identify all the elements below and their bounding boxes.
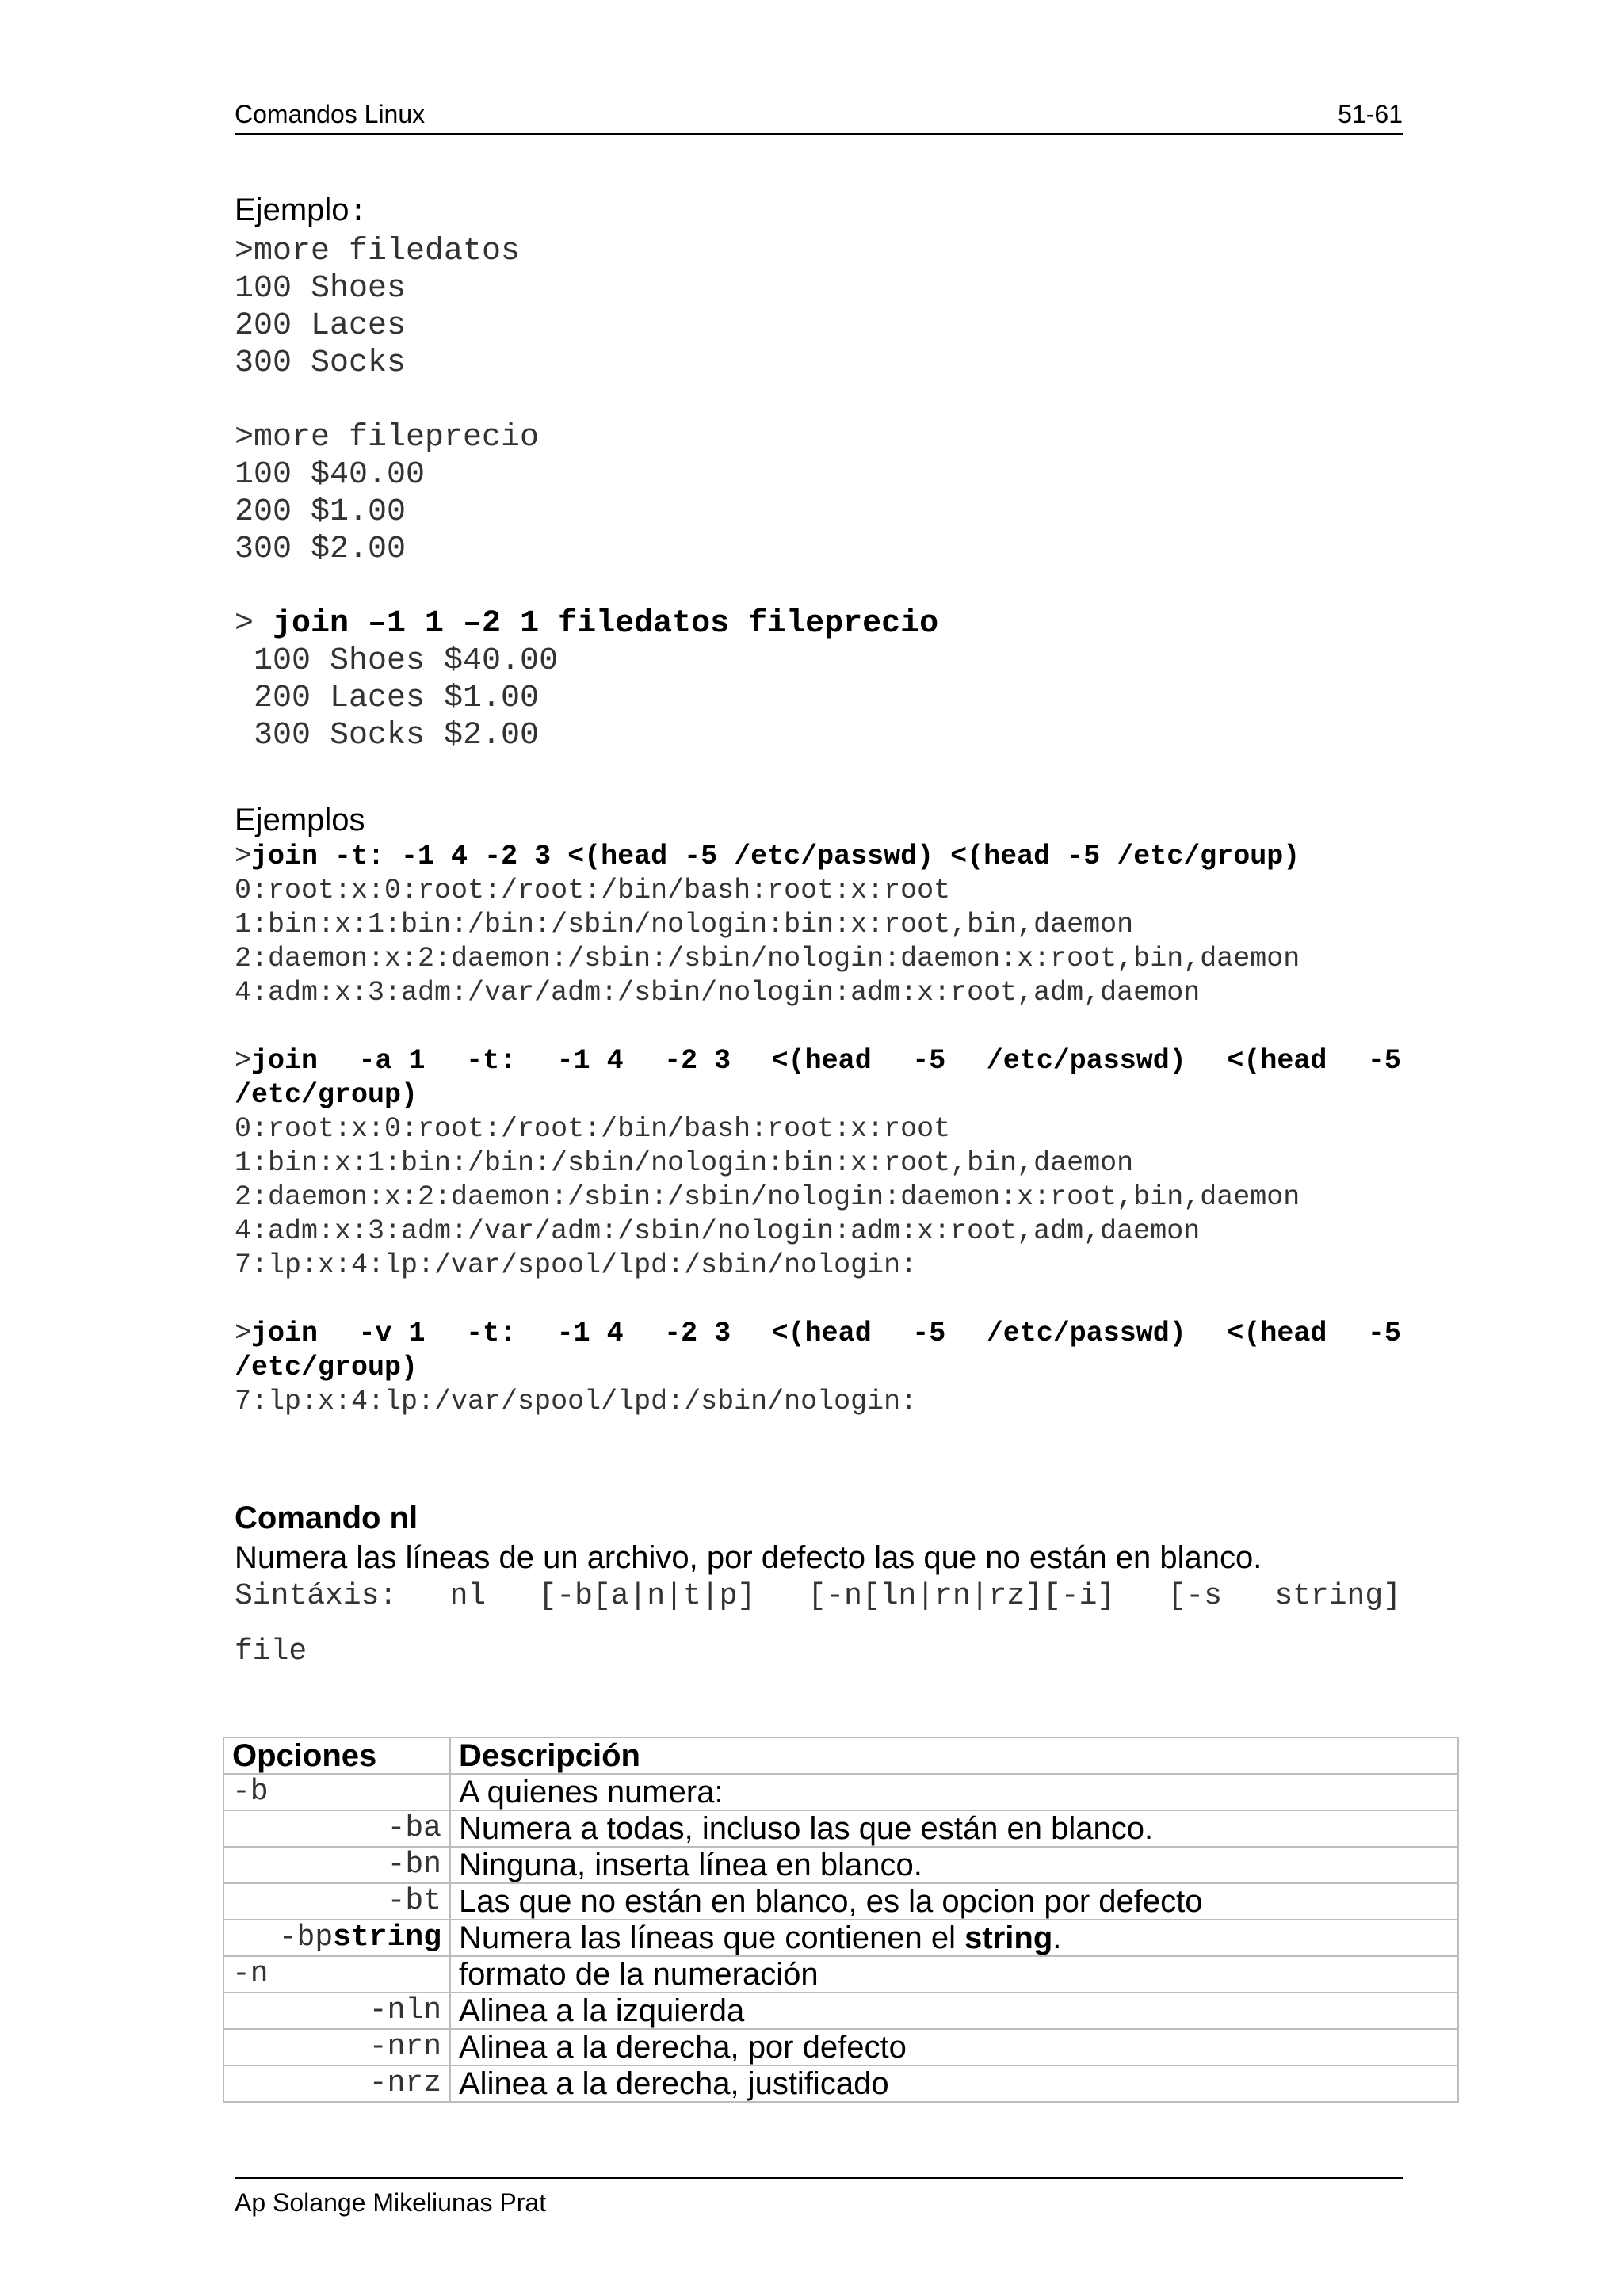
description-cell: formato de la numeración: [450, 1956, 1458, 1993]
table-row: [223, 1993, 1458, 2029]
syntax-file: file: [235, 1634, 307, 1669]
command-token: -t:: [466, 1045, 517, 1077]
table-row: [223, 1810, 1458, 1847]
table-row: [223, 1847, 1458, 1883]
join-command-line: [235, 605, 1407, 643]
syntax-token: [-b[a|n|t|p]: [538, 1579, 756, 1613]
join-command-line: >join -t: -1 4 -2 3 <(head -5 /etc/passwd) <(head -5 /etc/group): [235, 841, 1300, 872]
command-token: <(head: [1227, 1318, 1327, 1349]
option-cell: -bn: [223, 1847, 450, 1883]
command-token: -5: [912, 1045, 946, 1077]
command-token: -1 4: [556, 1045, 624, 1077]
join-command: join –1 1 –2 1 filedatos fileprecio: [273, 606, 939, 642]
command-token: /etc/passwd): [986, 1045, 1186, 1077]
page-footer: [235, 2177, 1403, 2217]
page-number: 51-61: [1338, 100, 1403, 128]
examples-label: Ejemplos: [235, 803, 365, 837]
code-line: 100 Shoes: [235, 271, 407, 307]
syntax-token: nl: [449, 1579, 487, 1613]
command-continuation: /etc/group): [235, 1352, 418, 1383]
section-title-nl: Comando nl: [235, 1501, 418, 1535]
code-line: 4:adm:x:3:adm:/var/adm:/sbin/nologin:adm:x:root,adm,daemon: [235, 1215, 1201, 1247]
description-cell: Alinea a la derecha, justificado: [450, 2065, 1458, 2102]
page-header: [235, 95, 1403, 135]
command-token: <(head: [1227, 1045, 1327, 1077]
code-line: 300 Socks: [235, 345, 407, 381]
command-token: >join: [235, 1045, 319, 1077]
table-row: [223, 2029, 1458, 2065]
example-label-text: Ejemplo: [235, 193, 349, 227]
code-block-join-v1: [235, 1317, 1407, 1419]
description-cell: Las que no están en blanco, es la opcion por defecto: [450, 1883, 1458, 1920]
code-block-fileprecio: [235, 419, 1407, 568]
syntax-token: string]: [1274, 1579, 1401, 1613]
code-line: 200 $1.00: [235, 494, 407, 530]
command-token: -2 3: [664, 1045, 731, 1077]
option-prefix: -bp: [278, 1920, 334, 1955]
description-cell: A quienes numera:: [450, 1774, 1458, 1810]
code-line: >more fileprecio: [235, 420, 540, 456]
code-line: 1:bin:x:1:bin:/bin:/sbin/nologin:bin:x:root,bin,daemon: [235, 1147, 1134, 1179]
join-command: join -t: -1 4 -2 3 <(head -5 /etc/passwd) <(head -5 /etc/group): [251, 841, 1300, 872]
command-token: -t:: [466, 1318, 517, 1349]
code-line: 300 Socks $2.00: [235, 718, 540, 753]
option-cell: -ba: [223, 1810, 450, 1847]
code-line: 0:root:x:0:root:/root:/bin/bash:root:x:root: [235, 1113, 951, 1145]
code-line: 2:daemon:x:2:daemon:/sbin:/sbin/nologin:daemon:x:root,bin,daemon: [235, 1181, 1300, 1213]
option-cell: [223, 1920, 450, 1956]
code-block-filedatos: [235, 233, 1407, 382]
join-command-line: [235, 1317, 1401, 1351]
example-label-colon: :: [349, 196, 368, 230]
code-block-join-t: [235, 840, 1407, 1010]
table-row: [223, 1883, 1458, 1920]
join-command-line: [235, 1044, 1401, 1078]
code-line: 7:lp:x:4:lp:/var/spool/lpd:/sbin/nologin:: [235, 1386, 918, 1417]
header-title: Comandos Linux: [235, 100, 426, 128]
code-line: 100 $40.00: [235, 457, 426, 493]
command-token: -5: [1367, 1318, 1401, 1349]
description-text: Numera las líneas que contienen el: [459, 1920, 965, 1955]
table-header-row: [223, 1737, 1458, 1774]
description-cell: [450, 1920, 1458, 1956]
description-cell: Numera a todas, incluso las que están en blanco.: [450, 1810, 1458, 1847]
option-cell: -bt: [223, 1883, 450, 1920]
main-content: [235, 190, 1407, 1671]
command-token: -5: [912, 1318, 946, 1349]
description-cell: Alinea a la izquierda: [450, 1993, 1458, 2029]
code-line: >more filedatos: [235, 234, 521, 269]
code-line: 200 Laces $1.00: [235, 681, 540, 716]
section-description: Numera las líneas de un archivo, por defecto las que no están en blanco.: [235, 1540, 1262, 1575]
table-row: [223, 1774, 1458, 1810]
command-token: -5: [1367, 1045, 1401, 1077]
command-token: <(head: [771, 1045, 872, 1077]
code-line: 4:adm:x:3:adm:/var/adm:/sbin/nologin:adm:x:root,adm,daemon: [235, 977, 1201, 1009]
code-line: 2:daemon:x:2:daemon:/sbin:/sbin/nologin:daemon:x:root,bin,daemon: [235, 943, 1300, 974]
option-cell: -nln: [223, 1993, 450, 2029]
code-block-join: [235, 605, 1407, 754]
command-token: >join: [235, 1318, 319, 1349]
description-end: .: [1052, 1920, 1062, 1955]
option-cell: -nrn: [223, 2029, 450, 2065]
footer-author: Ap Solange Mikeliunas Prat: [235, 2188, 547, 2217]
option-cell: -nrz: [223, 2065, 450, 2102]
column-header-options: Opciones: [223, 1737, 450, 1774]
option-bold: string: [333, 1920, 441, 1955]
command-token: -1 4: [556, 1318, 624, 1349]
option-cell: -b: [223, 1774, 450, 1810]
description-cell: Ninguna, inserta línea en blanco.: [450, 1847, 1458, 1883]
syntax-line: [235, 1577, 1401, 1615]
command-token: -2 3: [664, 1318, 731, 1349]
column-header-description: Descripción: [450, 1737, 1458, 1774]
table-row: [223, 2065, 1458, 2102]
code-line: 7:lp:x:4:lp:/var/spool/lpd:/sbin/nologin:: [235, 1249, 918, 1281]
description-bold: string: [964, 1920, 1053, 1955]
code-line: 300 $2.00: [235, 532, 407, 567]
prompt: >: [235, 606, 273, 642]
command-token: -a 1: [358, 1045, 426, 1077]
code-block-join-a1: [235, 1044, 1407, 1283]
syntax-token: [-n[ln|rn|rz][-i]: [808, 1579, 1116, 1613]
code-line: 1:bin:x:1:bin:/bin:/sbin/nologin:bin:x:root,bin,daemon: [235, 909, 1134, 940]
options-table: [223, 1737, 1459, 2103]
code-line: 0:root:x:0:root:/root:/bin/bash:root:x:root: [235, 875, 951, 906]
example-label: [235, 190, 1407, 233]
table-row: [223, 1920, 1458, 1956]
command-continuation: /etc/group): [235, 1079, 418, 1111]
command-token: /etc/passwd): [986, 1318, 1186, 1349]
table-row: [223, 1956, 1458, 1993]
option-cell: -n: [223, 1956, 450, 1993]
syntax-token: [-s: [1167, 1579, 1222, 1613]
code-line: 200 Laces: [235, 308, 407, 344]
code-line: 100 Shoes $40.00: [235, 643, 559, 679]
syntax-token: Sintáxis:: [235, 1579, 398, 1613]
command-token: -v 1: [358, 1318, 426, 1349]
description-cell: Alinea a la derecha, por defecto: [450, 2029, 1458, 2065]
command-token: <(head: [771, 1318, 872, 1349]
